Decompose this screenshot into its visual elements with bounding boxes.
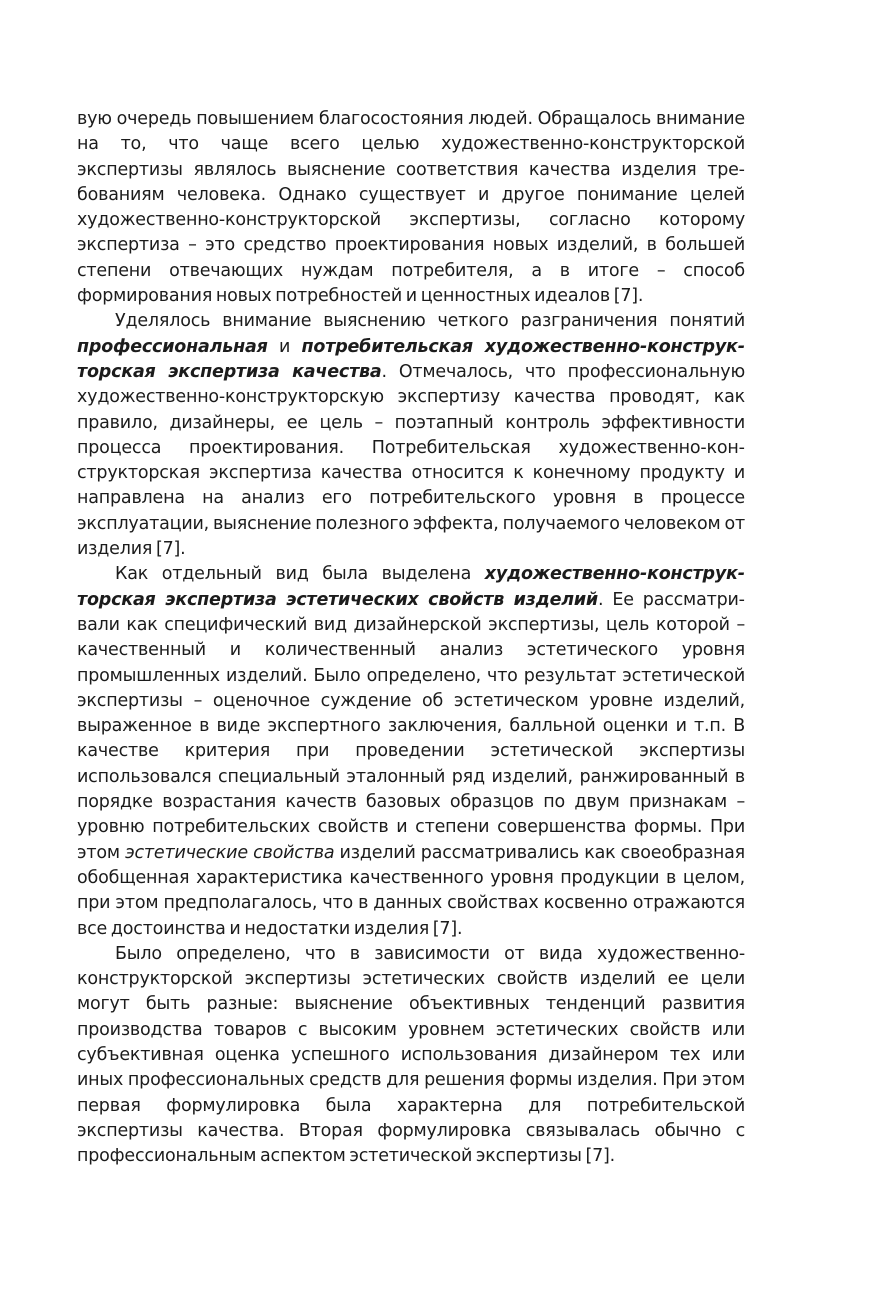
paragraph-2-text-2: и	[267, 336, 302, 357]
term-professional: профессиональная	[77, 336, 268, 357]
term-aesthetic-expertise: художественно-конструкторская экспертиза эстетических свойств изделий	[77, 564, 745, 610]
paragraph-3-text-3: изделий рассматривались как своеобразная обобщенная характеристика качественного уровня продукции в целом, при этом предполагалось, что в данных свойствах косвенно отражаются все достоинства и недостатки изделия [7].	[77, 842, 745, 939]
paragraph-4	[77, 942, 745, 1170]
book-page-text	[77, 107, 745, 1169]
paragraph-1-text: вую очередь повышением благосостояния людей. Обращалось внимание на то, что чаще всего целью художественно-конструкторской экспертизы являлось выяснение соответствия качества изделия требованиям человека. Однако существует и другое понимание целей художественно-конструкторской экспертизы, согласно которому экспертиза – это средство проектирования новых изделий, в большей степени отвечающих нуждам потребителя, а в итоге – способ формирования новых потребностей и ценностных идеалов [7].	[77, 109, 745, 307]
paragraph-3	[77, 562, 745, 941]
paragraph-3-text-1: Как отдельный вид была выделена	[115, 564, 485, 585]
paragraph-2	[77, 309, 745, 562]
term-consumer-expertise: потребительская художественно-конструкторская экспертиза качества	[77, 336, 745, 382]
paragraph-2-text-3: . Отмечалось, что профессиональную художественно-конструкторскую экспертизу качества проводят, как правило, дизайнеры, ее цель – поэтапный контроль эффективности процесса проектирования. Потребительская художественно-конструкторская экспертиза качества относится к конечному продукту и направлена на анализ его потребительского уровня в процессе эксплуатации, выяснение полезного эффекта, получаемого человеком от изделия [7].	[77, 361, 745, 560]
term-aesthetic-properties: эстетические свойства	[125, 842, 335, 863]
paragraph-4-text: Было определено, что в зависимости от вида художественно-конструкторской экспертизы эстетических свойств изделий ее цели могут быть разные: выяснение объективных тенденций развития производства товаров с высоким уровнем эстетических свойств или субъективная оценка успешного использования дизайнером тех или иных профессиональных средств для решения формы изделия. При этом первая формулировка была характерна для потребительской экспертизы качества. Вторая формулировка связывалась обычно с профессиональным аспектом эстетической экспертизы [7].	[77, 943, 745, 1167]
paragraph-3-text-2: . Ее рассматривали как специфический вид дизайнерской экспертизы, цель которой – качественный и количественный анализ эстетического уровня промышленных изделий. Было определено, что результат эстетической экспертизы – оценочное суждение об эстетическом уровне изделий, выраженное в виде экспертного заключения, балльной оценки и т.п. В качестве критерия при проведении эстетической экспертизы использовался специальный эталонный ряд изделий, ранжированный в порядке возрастания качеств базовых образцов по двум признакам – уровню потребительских свойств и степени совершенства формы. При этом	[77, 589, 745, 863]
paragraph-1	[77, 107, 745, 309]
paragraph-2-text-1: Уделялось внимание выяснению четкого разграничения понятий	[115, 311, 745, 332]
